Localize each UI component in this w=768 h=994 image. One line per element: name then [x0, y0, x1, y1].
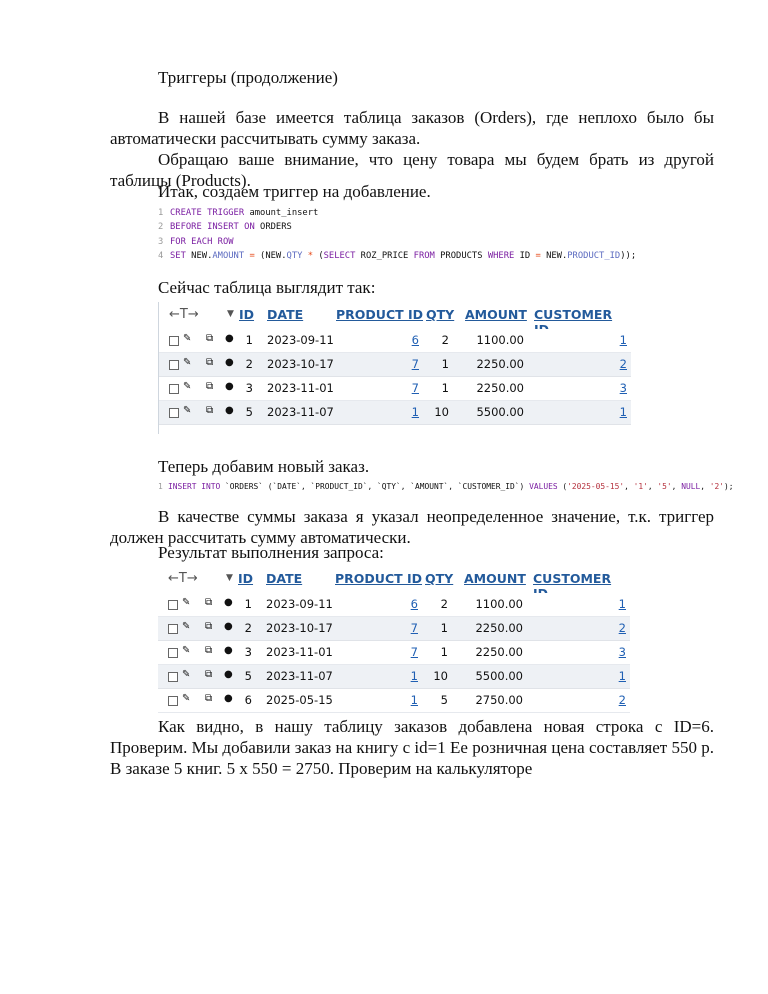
cell-amount: 2750.00 — [475, 693, 523, 707]
cell-id: 5 — [245, 405, 253, 419]
column-header-date[interactable]: DATE — [266, 571, 303, 586]
sort-desc-icon[interactable]: ▼ — [227, 309, 234, 319]
edit-icon[interactable]: ✎ — [183, 333, 192, 344]
cell-id: 2 — [245, 357, 253, 371]
edit-icon[interactable]: ✎ — [182, 693, 191, 704]
edit-icon[interactable]: ✎ — [182, 645, 191, 656]
insert-code-block: 1 INSERT INTO `ORDERS` (`DATE`, `PRODUCT_ID`, `QTY`, `AMOUNT`, `CUSTOMER_ID`) VALUES ('2025-05-15', '1', '5', NULL, '2'); — [158, 480, 758, 495]
table-row[interactable] — [158, 689, 630, 713]
column-header-product-id[interactable]: PRODUCT ID — [336, 307, 424, 322]
table-row[interactable] — [159, 329, 631, 353]
column-header-customer-id[interactable]: CUSTOMER — [534, 307, 613, 322]
copy-icon[interactable]: ⧉ — [205, 693, 213, 704]
cell-product-id[interactable]: 1 — [411, 405, 419, 419]
column-header-id[interactable]: ID — [238, 571, 254, 586]
paragraph-result: Результат выполнения запроса: — [158, 543, 384, 562]
cell-id: 6 — [244, 693, 252, 707]
row-checkbox[interactable] — [169, 384, 179, 394]
table-row[interactable] — [159, 401, 631, 425]
edit-icon[interactable]: ✎ — [182, 669, 191, 680]
sort-desc-icon[interactable]: ▼ — [226, 573, 233, 583]
cell-qty: 2 — [440, 597, 448, 611]
cell-id: 5 — [244, 669, 252, 683]
cell-product-id[interactable]: 7 — [411, 381, 419, 395]
cell-id: 1 — [244, 597, 252, 611]
cell-amount: 5500.00 — [475, 669, 523, 683]
line-number: 1 — [158, 482, 163, 491]
cell-qty: 1 — [441, 357, 449, 371]
column-arrows-icon[interactable]: ←T→ — [168, 571, 198, 586]
edit-icon[interactable]: ✎ — [182, 621, 191, 632]
orders-table-before — [158, 302, 631, 434]
cell-qty: 10 — [433, 669, 448, 683]
column-arrows-icon[interactable]: ←T→ — [169, 307, 199, 322]
cell-amount: 2250.00 — [476, 381, 524, 395]
cell-customer-id[interactable]: 3 — [618, 645, 626, 659]
paragraph-intro: В нашей базе имеется таблица заказов (Orders), где неплохо было бы автоматически рассчитывать сумму заказа. — [110, 108, 714, 148]
copy-icon[interactable]: ⧉ — [206, 381, 214, 392]
table-row[interactable] — [159, 377, 631, 401]
row-checkbox[interactable] — [169, 336, 179, 346]
delete-icon[interactable]: ● — [225, 381, 234, 392]
edit-icon[interactable]: ✎ — [182, 597, 191, 608]
cell-qty: 5 — [440, 693, 448, 707]
copy-icon[interactable]: ⧉ — [206, 405, 214, 416]
edit-icon[interactable]: ✎ — [183, 381, 192, 392]
row-checkbox[interactable] — [168, 648, 178, 658]
delete-icon[interactable]: ● — [224, 621, 233, 632]
cell-product-id[interactable]: 1 — [410, 669, 418, 683]
row-checkbox[interactable] — [168, 672, 178, 682]
table-row[interactable] — [158, 641, 630, 665]
cell-amount: 2250.00 — [475, 621, 523, 635]
cell-qty: 10 — [434, 405, 449, 419]
copy-icon[interactable]: ⧉ — [205, 621, 213, 632]
cell-qty: 1 — [440, 645, 448, 659]
cell-id: 2 — [244, 621, 252, 635]
table-row[interactable] — [158, 665, 630, 689]
delete-icon[interactable]: ● — [224, 597, 233, 608]
copy-icon[interactable]: ⧉ — [205, 645, 213, 656]
cell-date: 2025-05-15 — [266, 693, 333, 707]
cell-date: 2023-11-01 — [267, 381, 334, 395]
cell-product-id[interactable]: 7 — [410, 621, 418, 635]
column-header-qty[interactable]: QTY — [425, 571, 454, 586]
delete-icon[interactable]: ● — [225, 357, 234, 368]
cell-customer-id[interactable]: 1 — [618, 669, 626, 683]
copy-icon[interactable]: ⧉ — [205, 669, 213, 680]
table-row[interactable] — [159, 353, 631, 377]
line-number: 3 — [158, 236, 164, 247]
code-text: ORDERS — [254, 222, 292, 233]
cell-customer-id[interactable]: 1 — [618, 597, 626, 611]
column-header-date[interactable]: DATE — [267, 307, 304, 322]
paragraph-null-amount: В качестве суммы заказа я указал неопределенное значение, т.к. триггер должен рассчитать сумму автоматически. — [110, 507, 714, 547]
cell-date: 2023-10-17 — [267, 357, 334, 371]
delete-icon[interactable]: ● — [225, 405, 234, 416]
table-header — [159, 302, 631, 328]
paragraph-products: Обращаю ваше внимание, что цену товара мы будем брать из другой таблицы (Products). — [110, 150, 714, 190]
cell-id: 3 — [244, 645, 252, 659]
cell-customer-id[interactable]: 3 — [619, 381, 627, 395]
cell-date: 2023-09-11 — [267, 333, 334, 347]
cell-customer-id[interactable]: 1 — [619, 405, 627, 419]
column-header-qty[interactable]: QTY — [426, 307, 455, 322]
table-row[interactable] — [158, 617, 630, 641]
orders-table-after — [158, 566, 630, 712]
column-header-amount[interactable]: AMOUNT — [465, 307, 527, 322]
cell-product-id[interactable]: 7 — [410, 645, 418, 659]
column-header-id[interactable]: ID — [239, 307, 255, 322]
cell-id: 3 — [245, 381, 253, 395]
cell-qty: 1 — [440, 621, 448, 635]
column-header-customer-id[interactable]: CUSTOMER — [533, 571, 612, 586]
cell-qty: 2 — [441, 333, 449, 347]
cell-amount: 5500.00 — [476, 405, 524, 419]
row-checkbox[interactable] — [168, 600, 178, 610]
delete-icon[interactable]: ● — [224, 669, 233, 680]
row-checkbox[interactable] — [169, 360, 179, 370]
copy-icon[interactable]: ⧉ — [206, 357, 214, 368]
edit-icon[interactable]: ✎ — [183, 405, 192, 416]
code-keyword: BEFORE INSERT ON — [170, 222, 255, 233]
code-text: amount_insert — [244, 208, 319, 218]
delete-icon[interactable]: ● — [225, 333, 234, 344]
line-number: 2 — [158, 222, 164, 233]
section-heading: Триггеры (продолжение) — [158, 68, 338, 87]
cell-amount: 2250.00 — [475, 645, 523, 659]
cell-customer-id[interactable]: 2 — [619, 357, 627, 371]
code-keyword: INSERT INTO — [168, 482, 221, 491]
cell-product-id[interactable]: 6 — [410, 597, 418, 611]
edit-icon[interactable]: ✎ — [183, 357, 192, 368]
cell-product-id[interactable]: 6 — [411, 333, 419, 347]
cell-product-id[interactable]: 1 — [410, 693, 418, 707]
column-header-amount[interactable]: AMOUNT — [464, 571, 526, 586]
cell-date: 2023-11-01 — [266, 645, 333, 659]
cell-customer-id[interactable]: 2 — [618, 693, 626, 707]
cell-qty: 1 — [441, 381, 449, 395]
cell-amount: 1100.00 — [476, 333, 524, 347]
row-checkbox[interactable] — [169, 408, 179, 418]
row-checkbox[interactable] — [168, 624, 178, 634]
trigger-code-block: 1 CREATE TRIGGER amount_insert 2 BEFORE INSERT ON ORDERS 3 FOR EACH ROW 4 SET NEW.AMOUNT = (NEW.QTY * (SELECT ROZ_PRICE FROM PRODUCTS WHERE ID = NEW.PRODUCT_ID)); — [158, 206, 710, 268]
code-keyword: FOR EACH ROW — [170, 236, 234, 247]
cell-customer-id[interactable]: 1 — [619, 333, 627, 347]
cell-date: 2023-11-07 — [266, 669, 333, 683]
cell-customer-id[interactable]: 2 — [618, 621, 626, 635]
row-checkbox[interactable] — [168, 696, 178, 706]
copy-icon[interactable]: ⧉ — [205, 597, 213, 608]
cell-amount: 2250.00 — [476, 357, 524, 371]
delete-icon[interactable]: ● — [224, 693, 233, 704]
cell-product-id[interactable]: 7 — [411, 357, 419, 371]
table-header — [158, 566, 630, 592]
copy-icon[interactable]: ⧉ — [206, 333, 214, 344]
table-row[interactable] — [158, 593, 630, 617]
cell-date: 2023-11-07 — [267, 405, 334, 419]
code-keyword: SET — [170, 251, 186, 262]
delete-icon[interactable]: ● — [224, 645, 233, 656]
paragraph-add-order: Теперь добавим новый заказ. — [158, 457, 370, 476]
line-number: 4 — [158, 251, 164, 262]
cell-id: 1 — [245, 333, 253, 347]
column-header-product-id[interactable]: PRODUCT ID — [335, 571, 423, 586]
paragraph-create-trigger: Итак, создаем триггер на добавление. — [158, 182, 431, 201]
cell-date: 2023-09-11 — [266, 597, 333, 611]
code-keyword: CREATE TRIGGER — [170, 208, 245, 218]
line-number: 1 — [158, 208, 164, 218]
cell-date: 2023-10-17 — [266, 621, 333, 635]
paragraph-conclusion: Как видно, в нашу таблицу заказов добавлена новая строка с ID=6. Проверим. Мы добавили заказ на книгу с id=1 Ее розничная цена составляет 550 р. В заказе 5 книг. 5 х 550 = 2750. Проверим на калькуляторе — [110, 717, 714, 778]
cell-amount: 1100.00 — [475, 597, 523, 611]
paragraph-current-table: Сейчас таблица выглядит так: — [158, 278, 376, 297]
